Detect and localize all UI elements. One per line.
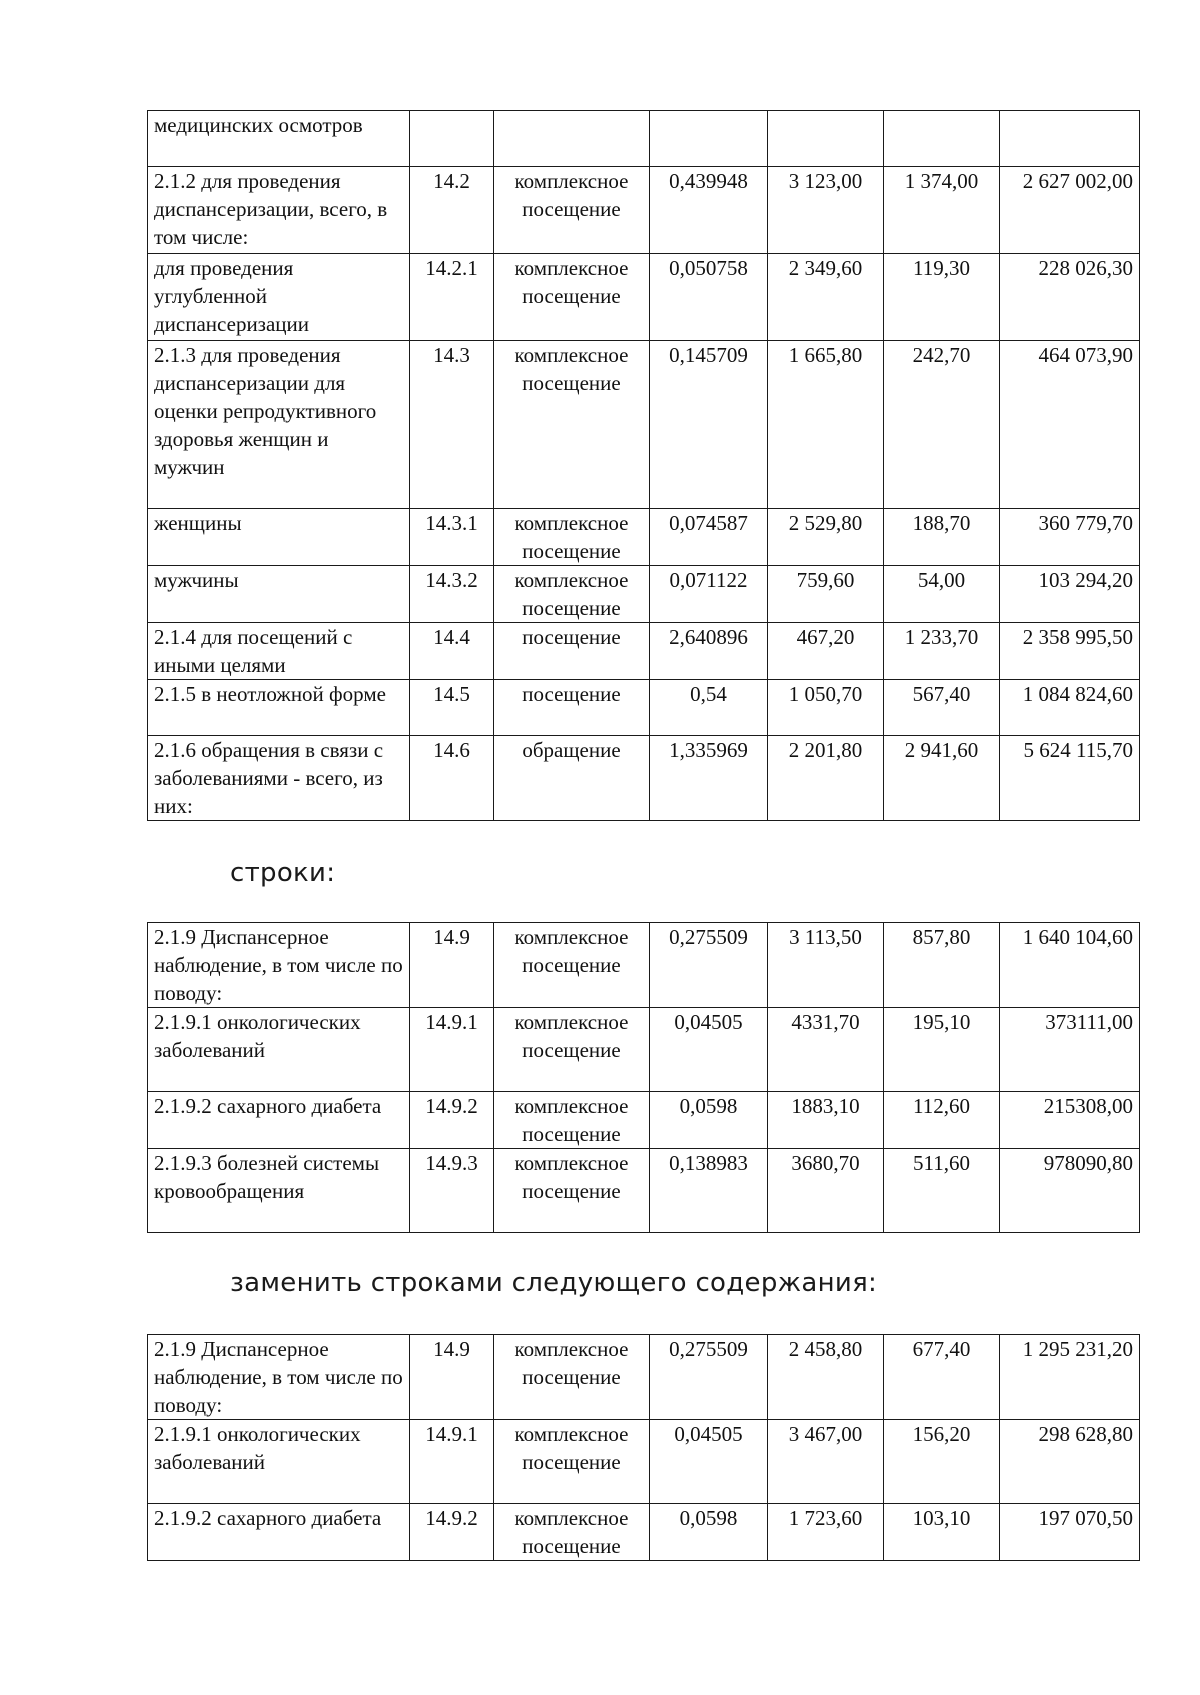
table-row: [148, 1335, 1140, 1420]
table-cell: 2 627 002,00: [1000, 167, 1140, 254]
table-cell: 1 050,70: [768, 680, 884, 736]
table-row: [148, 167, 1140, 254]
table-cell: 14.3: [410, 341, 494, 509]
table-cell: 228 026,30: [1000, 254, 1140, 341]
table-row: [148, 623, 1140, 680]
table-cell: посещение: [494, 680, 650, 736]
table-cell: [1000, 111, 1140, 167]
table-cell: 0,04505: [650, 1420, 768, 1504]
table-row: [148, 341, 1140, 509]
table-cell: 2.1.9.1 онкологических заболеваний: [148, 1008, 410, 1092]
table-cell: 2.1.9 Диспансерное наблюдение, в том числе по поводу:: [148, 923, 410, 1008]
table-row: [148, 1504, 1140, 1561]
table-body: [148, 1335, 1140, 1561]
table-body: [148, 923, 1140, 1233]
table-cell: комплексное посещение: [494, 1149, 650, 1233]
table-cell: посещение: [494, 623, 650, 680]
table-cell: 0,071122: [650, 566, 768, 623]
table-cell: 112,60: [884, 1092, 1000, 1149]
table-cell: для проведения углубленной диспансеризации: [148, 254, 410, 341]
table-cell: 2 349,60: [768, 254, 884, 341]
table-cell: медицинских осмотров: [148, 111, 410, 167]
table-cell: 242,70: [884, 341, 1000, 509]
table-cell: комплексное посещение: [494, 167, 650, 254]
table-cell: 0,275509: [650, 1335, 768, 1420]
table-cell: 0,074587: [650, 509, 768, 566]
table-row: [148, 566, 1140, 623]
table-cell: 360 779,70: [1000, 509, 1140, 566]
table-cell: 215308,00: [1000, 1092, 1140, 1149]
section-heading-replace-with: заменить строками следующего содержания:: [230, 1268, 878, 1298]
table-cell: комплексное посещение: [494, 1092, 650, 1149]
table-row: [148, 923, 1140, 1008]
table-cell: 0,439948: [650, 167, 768, 254]
table-cell: 2.1.9.2 сахарного диабета: [148, 1092, 410, 1149]
table-cell: 2.1.9.2 сахарного диабета: [148, 1504, 410, 1561]
table-body: [148, 111, 1140, 821]
table-cell: 1 665,80: [768, 341, 884, 509]
table-cell: 2 358 995,50: [1000, 623, 1140, 680]
table-cell: мужчины: [148, 566, 410, 623]
table-cell: 14.3.2: [410, 566, 494, 623]
table-cell: 3 467,00: [768, 1420, 884, 1504]
table-current-rows-top: [147, 110, 1140, 821]
table-cell: 3 123,00: [768, 167, 884, 254]
table-cell: 2.1.5 в неотложной форме: [148, 680, 410, 736]
table-cell: комплексное посещение: [494, 254, 650, 341]
table-cell: 677,40: [884, 1335, 1000, 1420]
section-heading-rows: строки:: [230, 858, 336, 888]
table-cell: 0,145709: [650, 341, 768, 509]
table-cell: 2.1.2 для проведения диспансеризации, всего, в том числе:: [148, 167, 410, 254]
table-cell: комплексное посещение: [494, 1335, 650, 1420]
table-row: [148, 254, 1140, 341]
table-cell: 14.9.1: [410, 1420, 494, 1504]
table-cell: 759,60: [768, 566, 884, 623]
table-cell: 857,80: [884, 923, 1000, 1008]
table-cell: 0,138983: [650, 1149, 768, 1233]
table-cell: 978090,80: [1000, 1149, 1140, 1233]
table-cell: 567,40: [884, 680, 1000, 736]
table-cell: 14.9.3: [410, 1149, 494, 1233]
table-cell: 54,00: [884, 566, 1000, 623]
table-cell: 14.3.1: [410, 509, 494, 566]
table-cell: 2.1.6 обращения в связи с заболеваниями - всего, из них:: [148, 736, 410, 821]
table-cell: 1,335969: [650, 736, 768, 821]
table-cell: 188,70: [884, 509, 1000, 566]
table-row: [148, 509, 1140, 566]
table-cell: 2 529,80: [768, 509, 884, 566]
table-cell: 2.1.9.3 болезней системы кровообращения: [148, 1149, 410, 1233]
table-cell: [650, 111, 768, 167]
table-cell: комплексное посещение: [494, 1008, 650, 1092]
table-cell: комплексное посещение: [494, 566, 650, 623]
table-cell: 2.1.3 для проведения диспансеризации для оценки репродуктивного здоровья женщин и мужчин: [148, 341, 410, 509]
table-cell: 1 233,70: [884, 623, 1000, 680]
table-cell: 14.9: [410, 923, 494, 1008]
table-cell: 2 201,80: [768, 736, 884, 821]
table-row: [148, 111, 1140, 167]
table-cell: 0,0598: [650, 1092, 768, 1149]
table-cell: 0,050758: [650, 254, 768, 341]
table-cell: 1 723,60: [768, 1504, 884, 1561]
table-cell: 3 113,50: [768, 923, 884, 1008]
table-cell: 14.9.1: [410, 1008, 494, 1092]
table-cell: 119,30: [884, 254, 1000, 341]
table-row: [148, 680, 1140, 736]
table-cell: 298 628,80: [1000, 1420, 1140, 1504]
table-cell: 0,54: [650, 680, 768, 736]
table-cell: 103,10: [884, 1504, 1000, 1561]
table-row: [148, 1092, 1140, 1149]
table-cell: 3680,70: [768, 1149, 884, 1233]
table-cell: 14.9: [410, 1335, 494, 1420]
table-cell: 467,20: [768, 623, 884, 680]
table-cell: 14.2: [410, 167, 494, 254]
table-cell: 1 640 104,60: [1000, 923, 1140, 1008]
table-cell: 1 295 231,20: [1000, 1335, 1140, 1420]
table-cell: комплексное посещение: [494, 341, 650, 509]
table-cell: женщины: [148, 509, 410, 566]
table-cell: 156,20: [884, 1420, 1000, 1504]
table-cell: 14.9.2: [410, 1504, 494, 1561]
table-cell: 511,60: [884, 1149, 1000, 1233]
table-cell: [494, 111, 650, 167]
table-cell: 14.2.1: [410, 254, 494, 341]
table-cell: комплексное посещение: [494, 923, 650, 1008]
table-cell: комплексное посещение: [494, 1504, 650, 1561]
table-cell: 2.1.9 Диспансерное наблюдение, в том числе по поводу:: [148, 1335, 410, 1420]
table-row: [148, 1420, 1140, 1504]
table-cell: 0,04505: [650, 1008, 768, 1092]
table-replacement-rows: [147, 1334, 1140, 1561]
table-row: [148, 736, 1140, 821]
table-cell: 2 458,80: [768, 1335, 884, 1420]
table-cell: [768, 111, 884, 167]
table-row: [148, 1149, 1140, 1233]
table-cell: 0,275509: [650, 923, 768, 1008]
table-cell: 195,10: [884, 1008, 1000, 1092]
table-row: [148, 1008, 1140, 1092]
table-cell: 464 073,90: [1000, 341, 1140, 509]
table-cell: 1883,10: [768, 1092, 884, 1149]
table-cell: 2 941,60: [884, 736, 1000, 821]
table-cell: 2.1.4 для посещений с иными целями: [148, 623, 410, 680]
table-cell: 373111,00: [1000, 1008, 1140, 1092]
table-cell: 14.5: [410, 680, 494, 736]
table-cell: комплексное посещение: [494, 1420, 650, 1504]
table-rows-to-replace: [147, 922, 1140, 1233]
table-cell: 14.6: [410, 736, 494, 821]
table-cell: комплексное посещение: [494, 509, 650, 566]
table-cell: 2,640896: [650, 623, 768, 680]
table-cell: 1 374,00: [884, 167, 1000, 254]
table-cell: 2.1.9.1 онкологических заболеваний: [148, 1420, 410, 1504]
table-cell: обращение: [494, 736, 650, 821]
table-cell: 197 070,50: [1000, 1504, 1140, 1561]
table-cell: [410, 111, 494, 167]
table-cell: 14.9.2: [410, 1092, 494, 1149]
table-cell: 0,0598: [650, 1504, 768, 1561]
table-cell: 5 624 115,70: [1000, 736, 1140, 821]
table-cell: 14.4: [410, 623, 494, 680]
table-cell: 1 084 824,60: [1000, 680, 1140, 736]
table-cell: 103 294,20: [1000, 566, 1140, 623]
table-cell: [884, 111, 1000, 167]
table-cell: 4331,70: [768, 1008, 884, 1092]
